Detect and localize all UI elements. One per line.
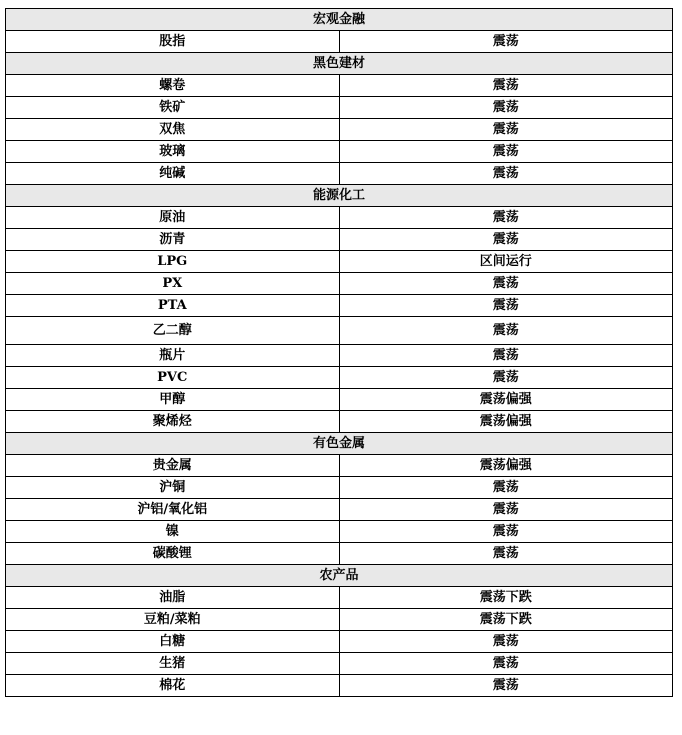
outlook-value: 震荡 (339, 675, 673, 697)
table-row (6, 631, 673, 653)
table-row (6, 367, 673, 389)
product-name: 原油 (6, 207, 340, 229)
outlook-value: 震荡 (339, 317, 673, 345)
table-row (6, 163, 673, 185)
product-name: 贵金属 (6, 455, 340, 477)
market-outlook-table (5, 8, 673, 697)
product-name: 纯碱 (6, 163, 340, 185)
outlook-value: 区间运行 (339, 251, 673, 273)
product-name: PVC (6, 367, 340, 389)
outlook-table-container (5, 8, 673, 697)
outlook-value: 震荡下跌 (339, 609, 673, 631)
product-name: 沥青 (6, 229, 340, 251)
product-name: 乙二醇 (6, 317, 340, 345)
outlook-value: 震荡偏强 (339, 411, 673, 433)
outlook-value: 震荡 (339, 499, 673, 521)
outlook-value: 震荡 (339, 273, 673, 295)
outlook-value: 震荡 (339, 75, 673, 97)
outlook-value: 震荡 (339, 229, 673, 251)
outlook-value: 震荡 (339, 631, 673, 653)
table-row (6, 295, 673, 317)
table-row (6, 31, 673, 53)
outlook-value: 震荡下跌 (339, 587, 673, 609)
product-name: 铁矿 (6, 97, 340, 119)
product-name: LPG (6, 251, 340, 273)
section-header-row (6, 185, 673, 207)
section-title: 宏观金融 (6, 9, 673, 31)
product-name: 甲醇 (6, 389, 340, 411)
section-header-row (6, 433, 673, 455)
table-row (6, 273, 673, 295)
table-row (6, 229, 673, 251)
product-name: 生猪 (6, 653, 340, 675)
product-name: 股指 (6, 31, 340, 53)
product-name: 棉花 (6, 675, 340, 697)
table-row (6, 317, 673, 345)
outlook-value: 震荡偏强 (339, 389, 673, 411)
section-header-row (6, 9, 673, 31)
table-row (6, 251, 673, 273)
product-name: 双焦 (6, 119, 340, 141)
table-row (6, 521, 673, 543)
section-title: 有色金属 (6, 433, 673, 455)
table-row (6, 345, 673, 367)
outlook-value: 震荡 (339, 477, 673, 499)
outlook-value: 震荡 (339, 163, 673, 185)
outlook-value: 震荡 (339, 367, 673, 389)
table-row (6, 609, 673, 631)
section-header-row (6, 565, 673, 587)
table-row (6, 653, 673, 675)
table-row (6, 455, 673, 477)
outlook-value: 震荡 (339, 207, 673, 229)
table-row (6, 587, 673, 609)
product-name: PTA (6, 295, 340, 317)
outlook-value: 震荡偏强 (339, 455, 673, 477)
outlook-value: 震荡 (339, 141, 673, 163)
outlook-value: 震荡 (339, 119, 673, 141)
outlook-value: 震荡 (339, 543, 673, 565)
product-name: PX (6, 273, 340, 295)
section-title: 能源化工 (6, 185, 673, 207)
table-row (6, 207, 673, 229)
outlook-value: 震荡 (339, 521, 673, 543)
section-header-row (6, 53, 673, 75)
outlook-value: 震荡 (339, 97, 673, 119)
table-row (6, 543, 673, 565)
product-name: 油脂 (6, 587, 340, 609)
table-row (6, 477, 673, 499)
outlook-value: 震荡 (339, 31, 673, 53)
product-name: 聚烯烃 (6, 411, 340, 433)
outlook-value: 震荡 (339, 345, 673, 367)
product-name: 碳酸锂 (6, 543, 340, 565)
table-row (6, 499, 673, 521)
product-name: 沪铝/氧化铝 (6, 499, 340, 521)
table-row (6, 97, 673, 119)
product-name: 玻璃 (6, 141, 340, 163)
table-row (6, 119, 673, 141)
product-name: 瓶片 (6, 345, 340, 367)
outlook-value: 震荡 (339, 295, 673, 317)
section-title: 黑色建材 (6, 53, 673, 75)
product-name: 螺卷 (6, 75, 340, 97)
table-row (6, 675, 673, 697)
table-row (6, 411, 673, 433)
product-name: 豆粕/菜粕 (6, 609, 340, 631)
table-row (6, 141, 673, 163)
product-name: 镍 (6, 521, 340, 543)
outlook-value: 震荡 (339, 653, 673, 675)
table-row (6, 75, 673, 97)
product-name: 沪铜 (6, 477, 340, 499)
product-name: 白糖 (6, 631, 340, 653)
section-title: 农产品 (6, 565, 673, 587)
table-row (6, 389, 673, 411)
